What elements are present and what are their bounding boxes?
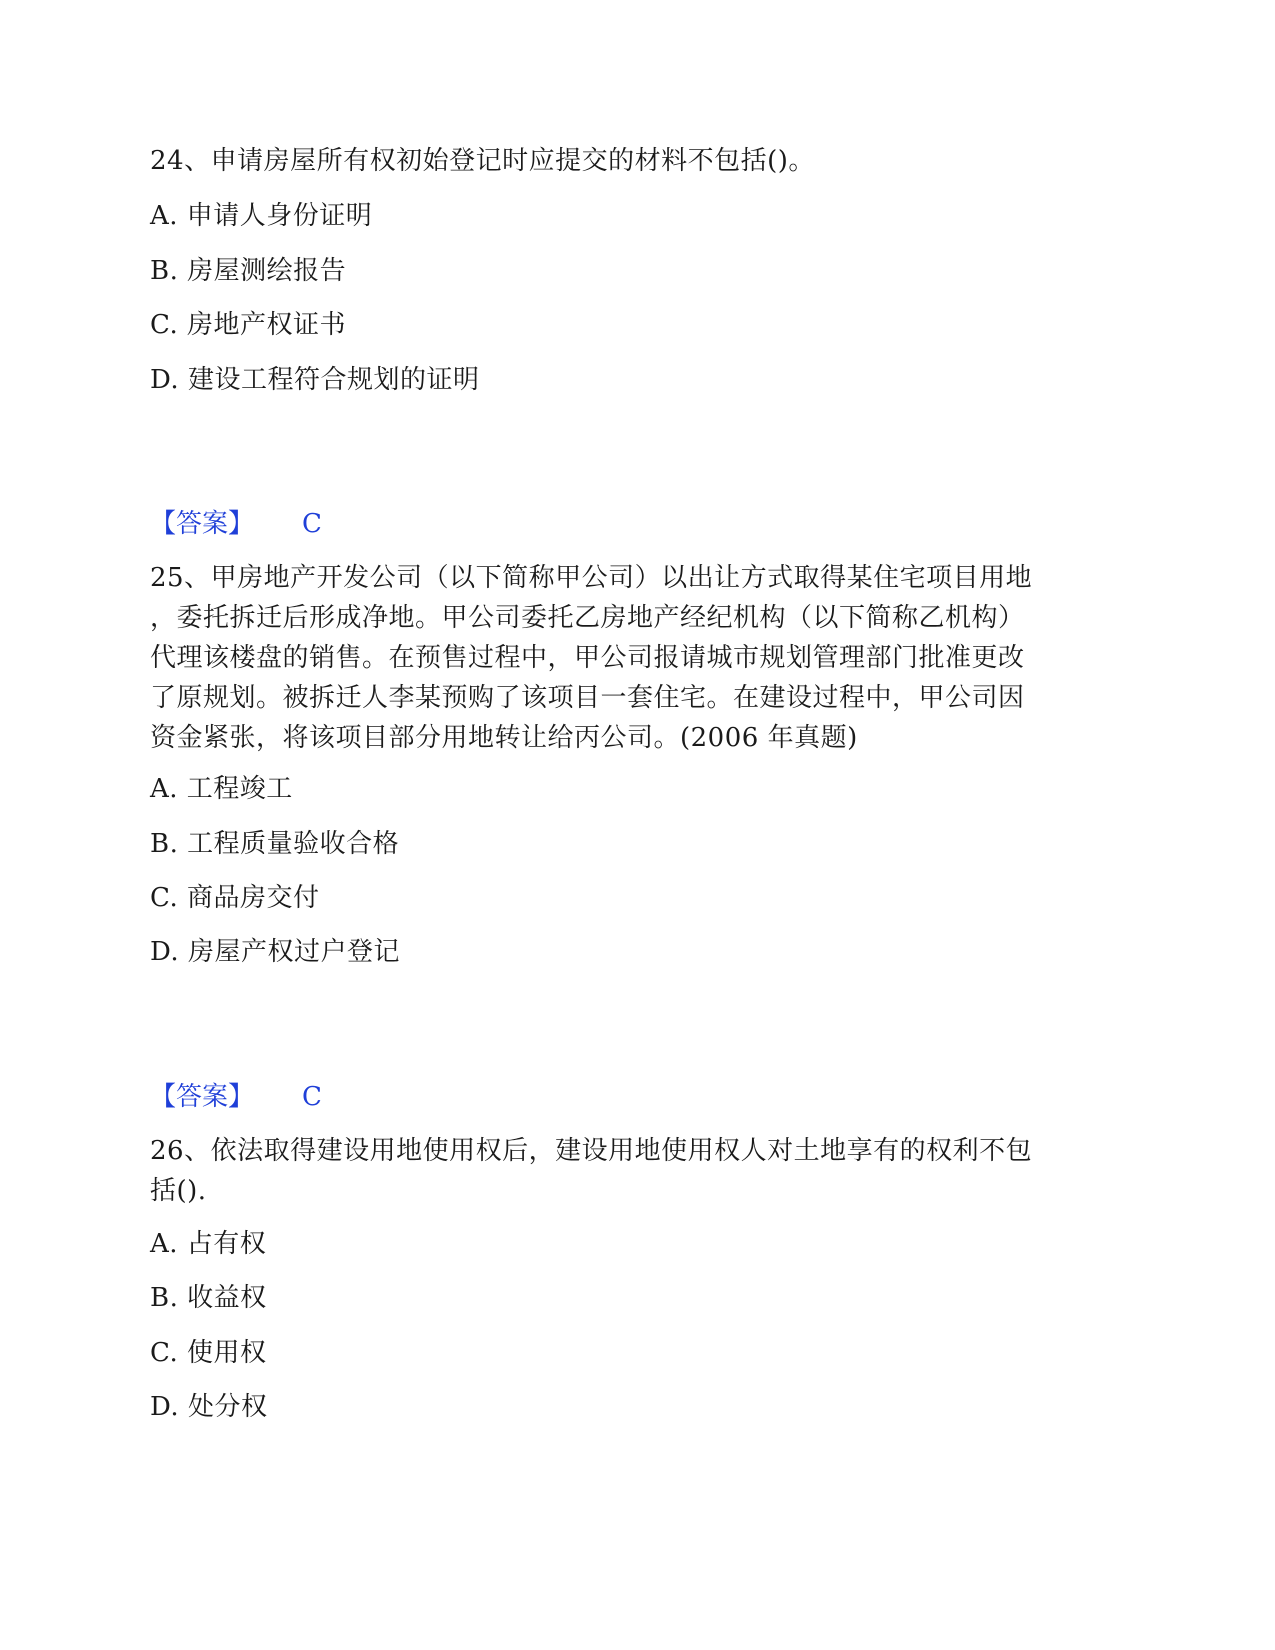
question-24-answer — [150, 504, 322, 544]
question-25-option-c: C. 商品房交付 — [150, 883, 320, 913]
question-26-option-c: C. 使用权 — [150, 1338, 267, 1368]
answer-value: C — [302, 509, 322, 539]
answer-value: C — [302, 1082, 322, 1112]
question-25-option-a: A. 工程竣工 — [150, 774, 293, 804]
question-24-option-c: C. 房地产权证书 — [150, 310, 346, 340]
question-24-stem: 24、申请房屋所有权初始登记时应提交的材料不包括()。 — [150, 146, 815, 176]
question-26-option-d: D. 处分权 — [150, 1392, 268, 1422]
question-26-stem-line-1: 26、依法取得建设用地使用权后，建设用地使用权人对土地享有的权利不包 — [150, 1136, 1033, 1166]
question-24-option-b: B. 房屋测绘报告 — [150, 256, 347, 286]
question-25-stem-line-2: ，委托拆迁后形成净地。甲公司委托乙房地产经纪机构（以下简称乙机构） — [150, 603, 1025, 633]
question-24-option-a: A. 申请人身份证明 — [150, 201, 373, 231]
question-26-option-a: A. 占有权 — [150, 1229, 267, 1259]
question-24-option-d: D. 建设工程符合规划的证明 — [150, 365, 480, 395]
question-25-stem — [150, 558, 1125, 758]
answer-label: 【答案】 — [150, 1082, 255, 1112]
question-25-stem-line-5: 资金紧张，将该项目部分用地转让给丙公司。(2006 年真题) — [150, 723, 858, 753]
question-26-stem — [150, 1131, 1125, 1211]
question-25-stem-line-3: 代理该楼盘的销售。在预售过程中，甲公司报请城市规划管理部门批准更改 — [150, 643, 1025, 673]
question-25-option-d: D. 房屋产权过户登记 — [150, 937, 400, 967]
question-25-stem-line-4: 了原规划。被拆迁人李某预购了该项目一套住宅。在建设过程中，甲公司因 — [150, 683, 1025, 713]
question-25-stem-line-1: 25、甲房地产开发公司（以下简称甲公司）以出让方式取得某住宅项目用地 — [150, 563, 1033, 593]
answer-label: 【答案】 — [150, 509, 255, 539]
question-26-stem-line-2: 括(). — [150, 1176, 207, 1206]
question-25-option-b: B. 工程质量验收合格 — [150, 829, 400, 859]
question-25-answer — [150, 1077, 322, 1117]
question-26-option-b: B. 收益权 — [150, 1283, 267, 1313]
